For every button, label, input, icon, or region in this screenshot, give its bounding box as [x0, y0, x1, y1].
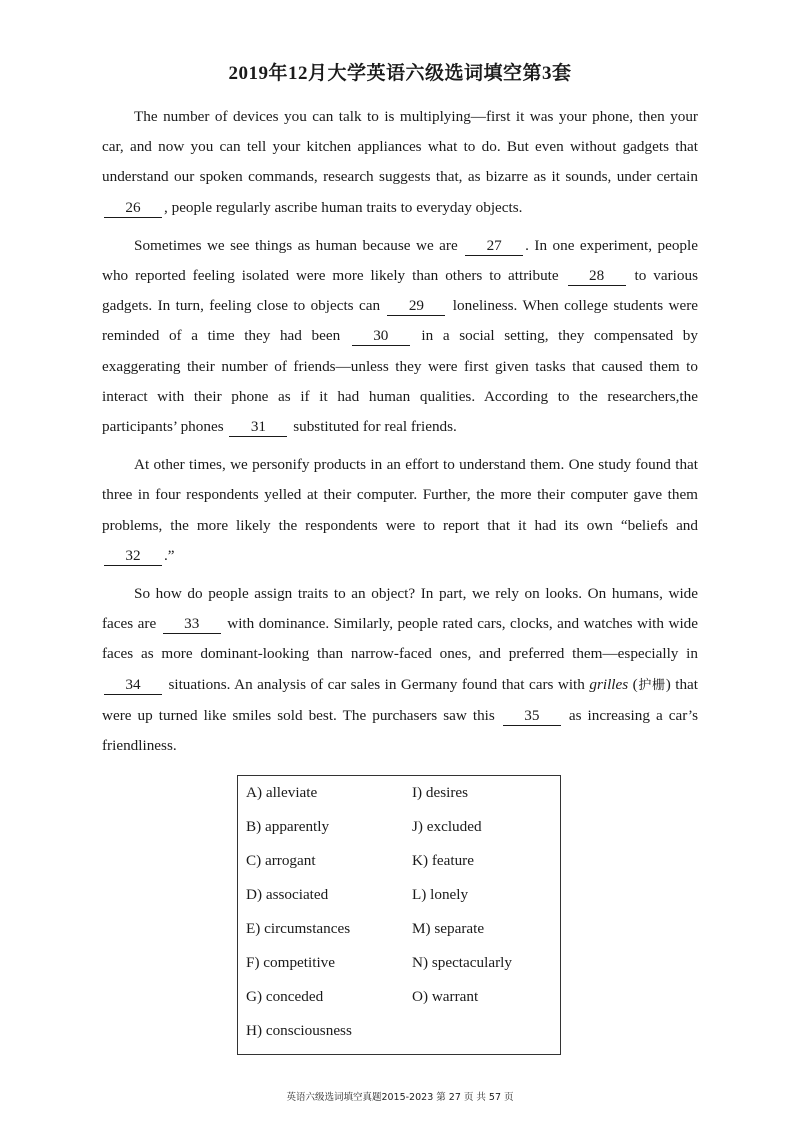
- passage-text: .”: [164, 546, 175, 564]
- blank-26[interactable]: 26: [104, 199, 162, 218]
- passage-text: So how do people assign traits to an object? In part, we rely on looks. On humans, wide faces are: [102, 585, 698, 633]
- passage-text: . In one experiment, people who reported feeling isolated were more likely than others to attribute: [102, 236, 698, 285]
- passage-text: as increasing a car’s friendliness.: [102, 706, 698, 755]
- passage-text: ) that were up turned like smiles sold best. The purchasers saw this: [102, 675, 698, 724]
- paragraph-2: [102, 231, 698, 442]
- passage-text: (: [628, 675, 638, 693]
- option-m[interactable]: M) separate: [412, 920, 485, 937]
- option-b[interactable]: B) apparently: [246, 818, 330, 835]
- option-k[interactable]: K) feature: [412, 852, 474, 869]
- paragraph-1: [102, 102, 698, 223]
- blank-29[interactable]: 29: [387, 297, 445, 316]
- passage: [102, 102, 698, 769]
- blank-34[interactable]: 34: [104, 676, 162, 695]
- blank-28[interactable]: 28: [568, 267, 626, 286]
- term-gloss: 护栅: [637, 677, 666, 693]
- page-footer: 英语六级选词填空真题2015-2023 第 27 页 共 57 页: [286, 1092, 514, 1103]
- blank-32[interactable]: 32: [104, 547, 162, 566]
- passage-text: , people regularly ascribe human traits to everyday objects.: [164, 198, 523, 216]
- blank-33[interactable]: 33: [163, 615, 221, 634]
- option-a[interactable]: A) alleviate: [246, 784, 318, 801]
- option-g[interactable]: G) conceded: [246, 988, 324, 1005]
- passage-text: Sometimes we see things as human because we are: [134, 236, 464, 254]
- option-n[interactable]: N) spectacularly: [412, 954, 512, 971]
- blank-35[interactable]: 35: [503, 707, 561, 726]
- paragraph-4: [102, 579, 698, 761]
- passage-text: in a social setting, they compensated by exaggerating their number of friends—unless they were first given tasks that caused them to interact with their phone as if it had human qualities. According to the researchers,the participants’ phones: [102, 327, 698, 436]
- passage-text: substituted for real friends.: [289, 418, 457, 436]
- option-f[interactable]: F) competitive: [246, 954, 335, 971]
- option-d[interactable]: D) associated: [246, 886, 329, 903]
- passage-text: loneliness. When college students were reminded of a time they had been: [102, 297, 698, 345]
- option-h[interactable]: H) consciousness: [246, 1022, 352, 1039]
- option-e[interactable]: E) circumstances: [246, 920, 351, 937]
- blank-30[interactable]: 30: [352, 327, 410, 346]
- page-title: 2019年12月大学英语六级选词填空第3套: [228, 63, 572, 84]
- word-bank: [237, 775, 561, 1055]
- option-o[interactable]: O) warrant: [412, 988, 479, 1005]
- term-grilles: grilles: [589, 675, 629, 693]
- passage-text: At other times, we personify products in an effort to understand them. One study found that three in four respondents yelled at their computer. Further, the more their computer gave them problems, the more likely the respondents were to report that it had its own “beliefs and: [102, 456, 698, 534]
- paragraph-3: [102, 450, 698, 571]
- option-c[interactable]: C) arrogant: [246, 852, 316, 869]
- passage-text: with dominance. Similarly, people rated cars, clocks, and watches with wide faces as more dominant-looking than narrow-faced ones, and preferred them—especially in: [102, 615, 698, 663]
- passage-text: to various gadgets. In turn, feeling close to objects can: [102, 267, 698, 315]
- option-i[interactable]: I) desires: [412, 784, 469, 801]
- option-l[interactable]: L) lonely: [412, 886, 469, 903]
- blank-27[interactable]: 27: [465, 237, 523, 256]
- blank-31[interactable]: 31: [229, 418, 287, 437]
- option-j[interactable]: J) excluded: [412, 818, 482, 835]
- passage-text: situations. An analysis of car sales in Germany found that cars with: [164, 675, 590, 693]
- passage-text: The number of devices you can talk to is multiplying—first it was your phone, then your car, and now you can tell your kitchen appliances what to do. But even without gadgets that understand our spoken commands, research suggests that, as bizarre as it sounds, under certain: [102, 108, 698, 186]
